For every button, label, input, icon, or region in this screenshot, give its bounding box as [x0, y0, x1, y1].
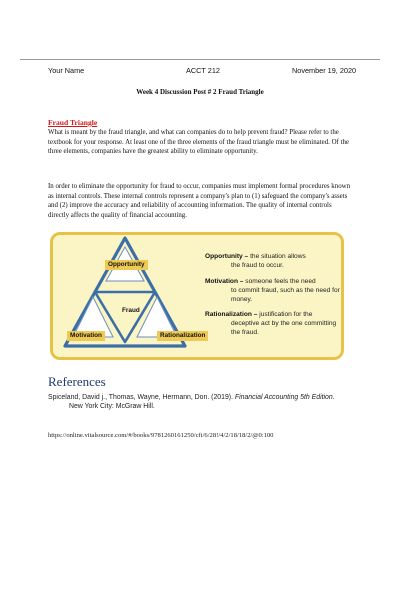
author-name: Your Name: [48, 66, 85, 75]
header-rule: [20, 59, 380, 60]
rationalization-definition: Rationalization – justification for the deceptive act by the one committing the fraud.: [205, 311, 337, 337]
rationalization-label: Rationalization: [157, 331, 208, 341]
motivation-definition: Motivation – someone feels the need to commit fraud, such as the need for money.: [205, 278, 340, 304]
section-heading: Fraud Triangle: [48, 118, 98, 127]
document-date: November 19, 2020: [292, 66, 357, 75]
course-code: ACCT 212: [186, 66, 220, 75]
motivation-label: Motivation: [67, 331, 105, 341]
references-heading: References: [48, 374, 106, 389]
fraud-triangle-figure: [50, 232, 344, 360]
answer-paragraph: In order to eliminate the opportunity for fraud to occur, companies must implement formal procedures known as internal controls. These internal controls represent a company's plan to (1) safeguard the company's assets and (2) improve the accuracy and reliability of accounting information. The quality of internal controls directly affects the quality of financial accounting.: [48, 183, 351, 219]
opportunity-label: Opportunity: [105, 260, 148, 270]
opportunity-definition: Opportunity – the situation allows the fraud to occur.: [205, 253, 306, 270]
question-paragraph: What is meant by the fraud triangle, and what can companies do to help prevent fraud? Please refer to the textbook for your response. At least one of the three elements of the fraud triangle must be eliminated. Of the three elements, companies have the greatest ability to eliminate opportunity.: [48, 129, 349, 156]
reference-citation: Spiceland, David j., Thomas, Wayne, Hermann, Don. (2019). Financial Accounting 5th Edition. New York City: McGraw Hill.: [48, 394, 335, 411]
fraud-label: Fraud: [122, 307, 140, 314]
reference-url: https://online.vitalsource.com/#/books/9781260161250/cfi/6/28!/4/2/18/18/2/@0:100: [48, 432, 274, 439]
document-title: Week 4 Discussion Post # 2 Fraud Triangle: [136, 88, 264, 96]
